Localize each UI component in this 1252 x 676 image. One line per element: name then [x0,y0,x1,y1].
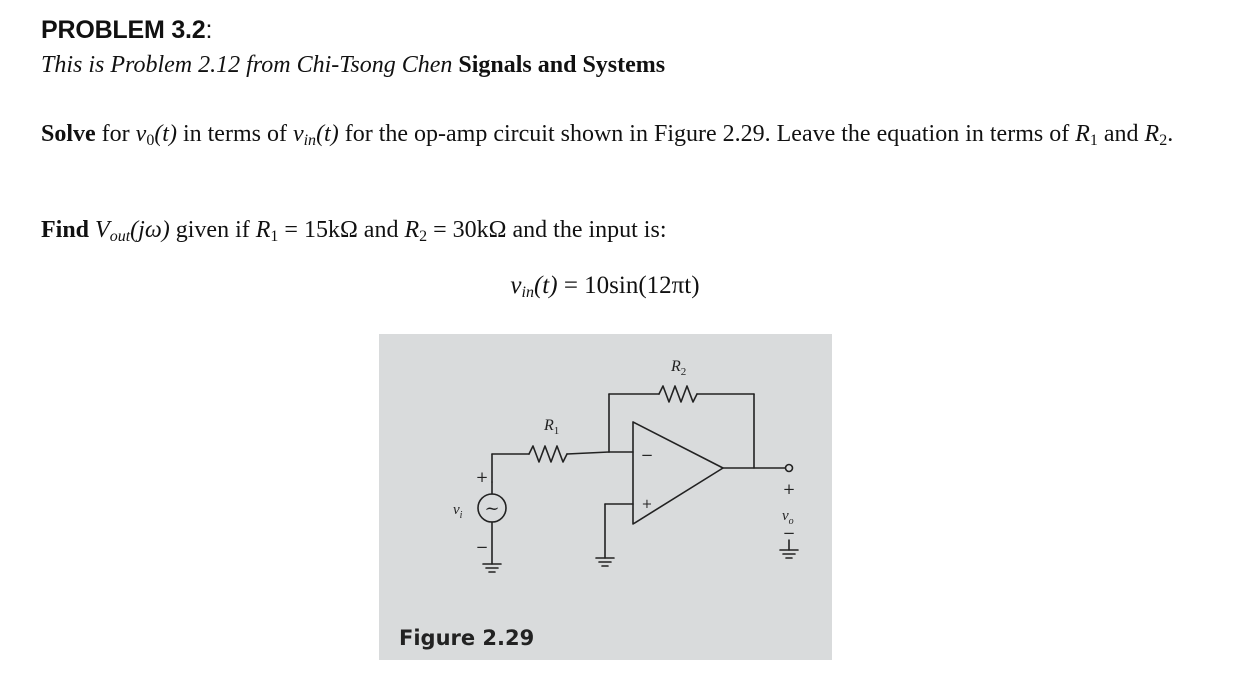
wire-r1-to-node [567,452,609,454]
r1-label: $R_1$ [544,417,560,437]
resistor-r2-icon [659,386,697,402]
output-minus-label: − [782,524,796,542]
find-paragraph: Find $V_{out}(j\omega)$ given if R1 = 15kΩ and R2 = 30kΩ and the input is: [41,217,667,245]
opamp-minus-label: − [640,446,654,464]
opamp-plus-label: + [641,497,653,512]
source-symbol-icon: ~ [484,498,500,519]
resistor-r1-icon [529,446,567,462]
source-minus-label: − [475,538,489,556]
output-plus-label: + [782,480,796,498]
op-amp-circuit-diagram [379,334,832,660]
output-terminal-icon [786,465,793,472]
problem-subtitle: This is Problem 2.12 from Chi-Tsong Chen Signals and Systems [41,52,666,78]
vo-label: $v_o$ [782,508,794,527]
source-plus-label: + [475,468,489,486]
r2-label: $R_2$ [671,358,687,378]
solve-paragraph: Solve for v0(t) in terms of $v_{in}(t)$ for the op-amp circuit shown in Figure 2.29. Leave the equation in terms of R1 and R2. [41,121,1174,149]
circuit-figure [379,334,832,660]
problem-title: PROBLEM 3.2: [41,16,213,44]
vi-label: $v_i$ [453,502,463,521]
figure-caption: Figure 2.29 [399,626,535,650]
input-equation: $v_{in}(t) = 10\sin(12\pi t)$ [510,272,700,301]
